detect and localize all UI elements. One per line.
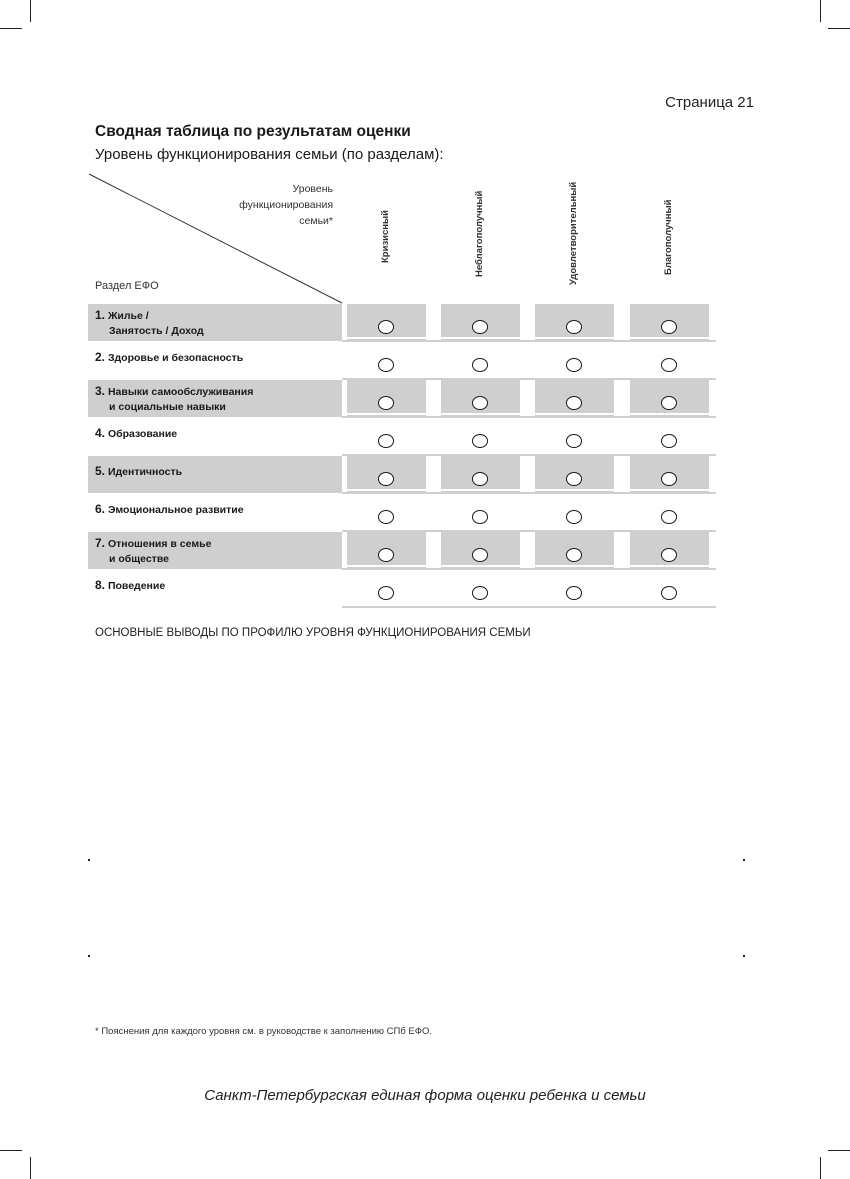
- row-label: [95, 536, 211, 567]
- cell-divider: [342, 337, 716, 339]
- level-radio-button[interactable]: [661, 320, 677, 334]
- row-label-line1: [95, 464, 182, 480]
- level-radio-button[interactable]: [566, 434, 582, 448]
- row-label-line1: [95, 578, 165, 594]
- row-underline: [342, 340, 716, 342]
- level-radio-button[interactable]: [472, 510, 488, 524]
- row-label: [95, 578, 165, 594]
- row-number: 4.: [95, 426, 106, 440]
- cell-divider: [342, 489, 716, 491]
- registration-dot: [743, 859, 745, 861]
- row-number: 7.: [95, 536, 106, 550]
- level-radio-button[interactable]: [378, 320, 394, 334]
- level-radio-button[interactable]: [566, 548, 582, 562]
- header-section-label: Раздел ЕФО: [95, 280, 159, 292]
- conclusions-heading: ОСНОВНЫЕ ВЫВОДЫ ПО ПРОФИЛЮ УРОВНЯ ФУНКЦИОНИРОВАНИЯ СЕМЬИ: [95, 627, 531, 639]
- level-radio-button[interactable]: [472, 586, 488, 600]
- crop-mark: [828, 1150, 850, 1151]
- row-label: [95, 350, 243, 366]
- level-radio-button[interactable]: [472, 434, 488, 448]
- row-title: Идентичность: [107, 466, 183, 478]
- row-label-line1: [95, 384, 253, 400]
- row-label-line2: и обществе: [109, 553, 169, 565]
- level-radio-button[interactable]: [566, 472, 582, 486]
- row-number: 8.: [95, 578, 106, 592]
- row-label-line1: [95, 308, 204, 324]
- page-number: Страница 21: [665, 94, 754, 111]
- row-title: Навыки самообслуживания: [107, 386, 254, 398]
- row-title: Образование: [107, 428, 178, 440]
- row-number: 3.: [95, 384, 106, 398]
- row-label: [95, 502, 244, 518]
- level-radio-button[interactable]: [472, 320, 488, 334]
- row-title: Эмоциональное развитие: [107, 504, 244, 516]
- page-footer: Санкт-Петербургская единая форма оценки ребенка и семьи: [204, 1087, 646, 1104]
- row-title: Отношения в семье: [107, 538, 212, 550]
- row-label-line1: [95, 536, 211, 552]
- column-header-label: Кризисный: [380, 210, 391, 263]
- row-label-line2: Занятость / Доход: [109, 325, 204, 337]
- registration-dot: [88, 859, 90, 861]
- crop-mark: [30, 1157, 31, 1179]
- level-radio-button[interactable]: [472, 358, 488, 372]
- row-underline: [342, 568, 716, 570]
- level-radio-button[interactable]: [566, 396, 582, 410]
- level-radio-button[interactable]: [378, 510, 394, 524]
- level-radio-button[interactable]: [566, 320, 582, 334]
- column-header-label: Удовлетворительный: [568, 181, 579, 285]
- level-radio-button[interactable]: [378, 434, 394, 448]
- level-radio-button[interactable]: [472, 472, 488, 486]
- row-number: 1.: [95, 308, 106, 322]
- footnote: * Пояснения для каждого уровня см. в руководстве к заполнению СПб ЕФО.: [95, 1026, 433, 1037]
- row-number: 6.: [95, 502, 106, 516]
- header-level-line: семьи*: [299, 215, 333, 227]
- row-number: 5.: [95, 464, 106, 478]
- level-radio-button[interactable]: [378, 396, 394, 410]
- level-radio-button[interactable]: [661, 586, 677, 600]
- row-label-line2: и социальные навыки: [109, 401, 226, 413]
- level-radio-button[interactable]: [378, 586, 394, 600]
- level-radio-button[interactable]: [661, 396, 677, 410]
- row-underline: [342, 606, 716, 608]
- crop-mark: [0, 1150, 22, 1151]
- level-radio-button[interactable]: [661, 434, 677, 448]
- level-radio-button[interactable]: [661, 472, 677, 486]
- row-title: Поведение: [107, 580, 166, 592]
- registration-dot: [88, 955, 90, 957]
- header-level-line: Уровень: [292, 183, 333, 195]
- level-radio-button[interactable]: [661, 358, 677, 372]
- row-label-line1: [95, 350, 243, 366]
- row-underline: [342, 492, 716, 494]
- column-header-label: Неблагополучный: [474, 190, 485, 277]
- cell-divider: [342, 413, 716, 415]
- row-underline: [342, 416, 716, 418]
- level-radio-button[interactable]: [378, 472, 394, 486]
- row-label-line1: [95, 502, 244, 518]
- level-radio-button[interactable]: [661, 548, 677, 562]
- page-title: Сводная таблица по результатам оценки: [95, 123, 411, 140]
- header-level-line: функционирования: [239, 199, 333, 211]
- row-number: 2.: [95, 350, 106, 364]
- row-title: Здоровье и безопасность: [107, 352, 244, 364]
- level-radio-button[interactable]: [378, 548, 394, 562]
- level-radio-button[interactable]: [661, 510, 677, 524]
- level-radio-button[interactable]: [566, 586, 582, 600]
- row-label: [95, 464, 182, 480]
- level-radio-button[interactable]: [566, 358, 582, 372]
- page-subtitle: Уровень функционирования семьи (по разделам):: [95, 146, 444, 163]
- row-label: [95, 426, 177, 442]
- level-radio-button[interactable]: [472, 548, 488, 562]
- crop-mark: [820, 1157, 821, 1179]
- cell-divider: [342, 565, 716, 567]
- row-label: [95, 308, 204, 339]
- column-header-label: Благополучный: [663, 199, 674, 275]
- registration-dot: [743, 955, 745, 957]
- level-radio-button[interactable]: [472, 396, 488, 410]
- level-radio-button[interactable]: [566, 510, 582, 524]
- header-level-label: [190, 181, 333, 229]
- row-label: [95, 384, 253, 415]
- row-title: Жилье /: [107, 310, 149, 322]
- level-radio-button[interactable]: [378, 358, 394, 372]
- header-diagonal: [0, 0, 850, 320]
- row-label-line1: [95, 426, 177, 442]
